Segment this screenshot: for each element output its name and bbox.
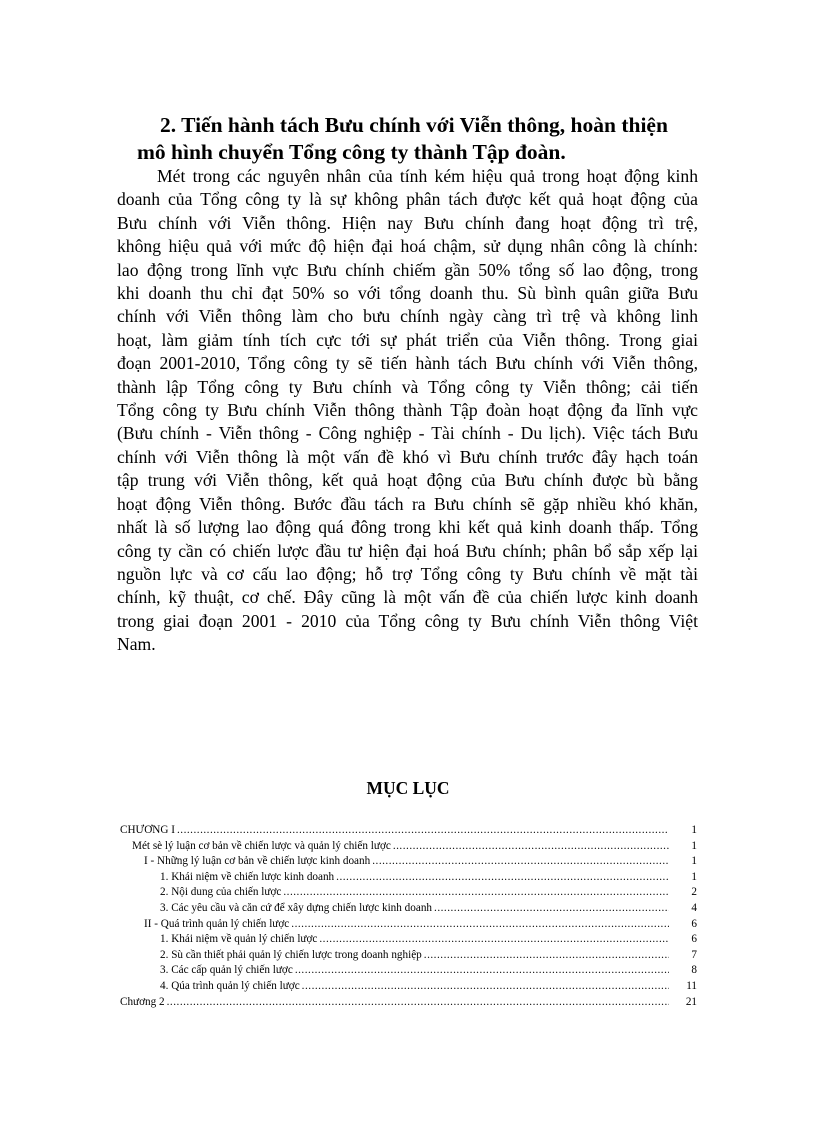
- toc-entry[interactable]: [117, 839, 697, 855]
- paragraph-line: nguồn lực và cơ cấu lao động; hỗ trợ Tổng công ty Bưu chính về mặt tài: [117, 563, 698, 584]
- paragraph-line: hoạt động Viễn thông. Bước đầu tách ra Bưu chính sẽ gặp nhiều khó khăn,: [117, 493, 698, 514]
- toc-entry[interactable]: [117, 885, 697, 901]
- paragraph-line: hoạt, làm giảm tính tích cực tới sự phát triển của Viễn thông. Trong giai: [117, 329, 698, 350]
- toc-entry[interactable]: [117, 917, 697, 933]
- toc-entry[interactable]: [117, 932, 697, 948]
- toc-entry[interactable]: [117, 995, 697, 1011]
- toc-leader-dots: [177, 823, 669, 839]
- toc-leader-dots: [372, 854, 669, 870]
- paragraph-line: tập trung với Viễn thông, kết quả hoạt động của Bưu chính được bù bằng: [117, 470, 698, 491]
- paragraph-line: trong giai đoạn 2001 - 2010 của Tổng công ty Bưu chính Viễn thông Việt: [117, 610, 698, 631]
- toc-leader-dots: [295, 963, 669, 979]
- toc-entry-text: II - Quá trình quản lý chiến lược: [144, 917, 290, 930]
- paragraph-line: doanh của Tổng công ty là sự không phân tách được kết quả hoạt động của: [117, 189, 698, 210]
- toc-entry[interactable]: [117, 963, 697, 979]
- toc-entry-text: 2. Nội dung của chiến lược: [160, 886, 282, 899]
- toc-entry[interactable]: [117, 901, 697, 917]
- paragraph-line: công ty cần có chiến lược đầu tư hiện đại hoá Bưu chính; phân bổ sắp xếp lại: [117, 540, 698, 561]
- toc-leader-dots: [291, 917, 669, 933]
- section-heading-line-1: 2. Tiến hành tách Bưu chính với Viễn thông, hoàn thiện: [160, 113, 668, 137]
- toc-leader-dots: [167, 995, 669, 1011]
- toc-page-number: 1: [691, 824, 697, 836]
- toc-entry[interactable]: [117, 854, 697, 870]
- toc-page-number: 1: [691, 855, 697, 868]
- paragraph-line: lao động trong lĩnh vực Bưu chính chiếm gần 50% tổng số lao động, trong: [117, 259, 698, 280]
- toc-leader-dots: [424, 948, 669, 964]
- toc-page-number: 4: [691, 901, 697, 914]
- toc-entry-text: CHƯƠNG I: [120, 824, 175, 836]
- paragraph-line: chính, kỹ thuật, cơ chế. Đây cũng là một vấn đề của chiến lược kinh doanh: [117, 587, 698, 608]
- paragraph-line: đoạn 2001-2010, Tổng công ty sẽ tiến hành tách Bưu chính với Viễn thông,: [117, 353, 698, 374]
- toc-leader-dots: [336, 870, 669, 886]
- toc-entry[interactable]: [117, 979, 697, 995]
- toc-entry-text: 4. Qúa trình quản lý chiến lược: [160, 979, 300, 992]
- paragraph-line: Mét trong các nguyên nhân của tính kém hiệu quả trong hoạt động kinh: [157, 166, 698, 186]
- paragraph-line: Nam.: [117, 634, 156, 655]
- toc-entry[interactable]: [117, 948, 697, 964]
- toc-leader-dots: [283, 885, 669, 901]
- paragraph-line: không hiệu quả với mức độ hiện đại hoá chậm, sử dụng nhân công là chính:: [117, 236, 698, 257]
- paragraph-line: Bưu chính với Viễn thông. Hiện nay Bưu chính đang hoạt động trì trệ,: [117, 212, 698, 233]
- section-heading-line-2: mô hình chuyển Tổng công ty thành Tập đoàn.: [137, 140, 566, 164]
- toc-page-number: 2: [691, 886, 697, 899]
- paragraph-line: chính với Viễn thông làm cho bưu chính ngày càng trì trệ và không linh: [117, 306, 698, 327]
- toc-page-number: 6: [691, 933, 697, 946]
- toc-page-number: 1: [691, 839, 697, 852]
- toc-entry[interactable]: [117, 823, 697, 839]
- toc-page-number: 6: [691, 917, 697, 930]
- toc-entry-text: I - Những lý luận cơ bản về chiến lược kinh doanh: [144, 855, 371, 868]
- paragraph-line: nhất là số lượng lao động quá đông trong khi kết quả kinh doanh thấp. Tổng: [117, 517, 698, 538]
- toc-page-number: 11: [686, 979, 697, 992]
- toc-page-number: 21: [685, 995, 697, 1008]
- toc-leader-dots: [302, 979, 669, 995]
- toc-page-number: 7: [691, 948, 697, 961]
- toc-entry-text: 1. Khái niệm về chiến lược kinh doanh: [160, 870, 335, 883]
- table-of-contents: [117, 823, 697, 1010]
- paragraph-line: thành lập Tổng công ty Bưu chính và Tổng công ty Viễn thông; cải tiến: [117, 376, 698, 397]
- paragraph-line: Tổng công ty Bưu chính Viễn thông thành Tập đoàn hoạt động đa lĩnh vực: [117, 400, 698, 421]
- toc-entry-text: Chương 2: [120, 995, 165, 1008]
- toc-entry-text: 2. Sù cần thiết phải quản lý chiến lược trong doanh nghiệp: [160, 948, 422, 961]
- paragraph-line: (Bưu chính - Viễn thông - Công nghiệp - Tài chính - Du lịch). Việc tách Bưu: [117, 423, 698, 444]
- toc-page-number: 8: [691, 964, 697, 977]
- toc-entry-text: 3. Các yêu cầu và căn cứ để xây dựng chiến lược kinh doanh: [160, 901, 433, 914]
- section-heading: [137, 112, 692, 166]
- toc-leader-dots: [393, 839, 669, 855]
- toc-title: MỤC LỤC: [366, 778, 450, 798]
- toc-leader-dots: [319, 932, 669, 948]
- toc-leader-dots: [434, 901, 669, 917]
- toc-entry[interactable]: [117, 870, 697, 886]
- paragraph-line: khi doanh thu chỉ đạt 50% so với tổng doanh thu. Sù bình quân giữa Bưu: [117, 283, 698, 304]
- toc-entry-text: 3. Các cấp quản lý chiến lược: [160, 964, 293, 977]
- toc-entry-text: Mét sè lý luận cơ bản về chiến lược và quản lý chiến lược: [132, 839, 391, 852]
- body-paragraph: [117, 165, 698, 657]
- toc-entry-text: 1. Khái niệm về quản lý chiến lược: [160, 933, 318, 946]
- paragraph-line: chính với Viễn thông là một vấn đề khó vì Bưu chính trước đây hạch toán: [117, 446, 698, 467]
- toc-page-number: 1: [691, 870, 697, 883]
